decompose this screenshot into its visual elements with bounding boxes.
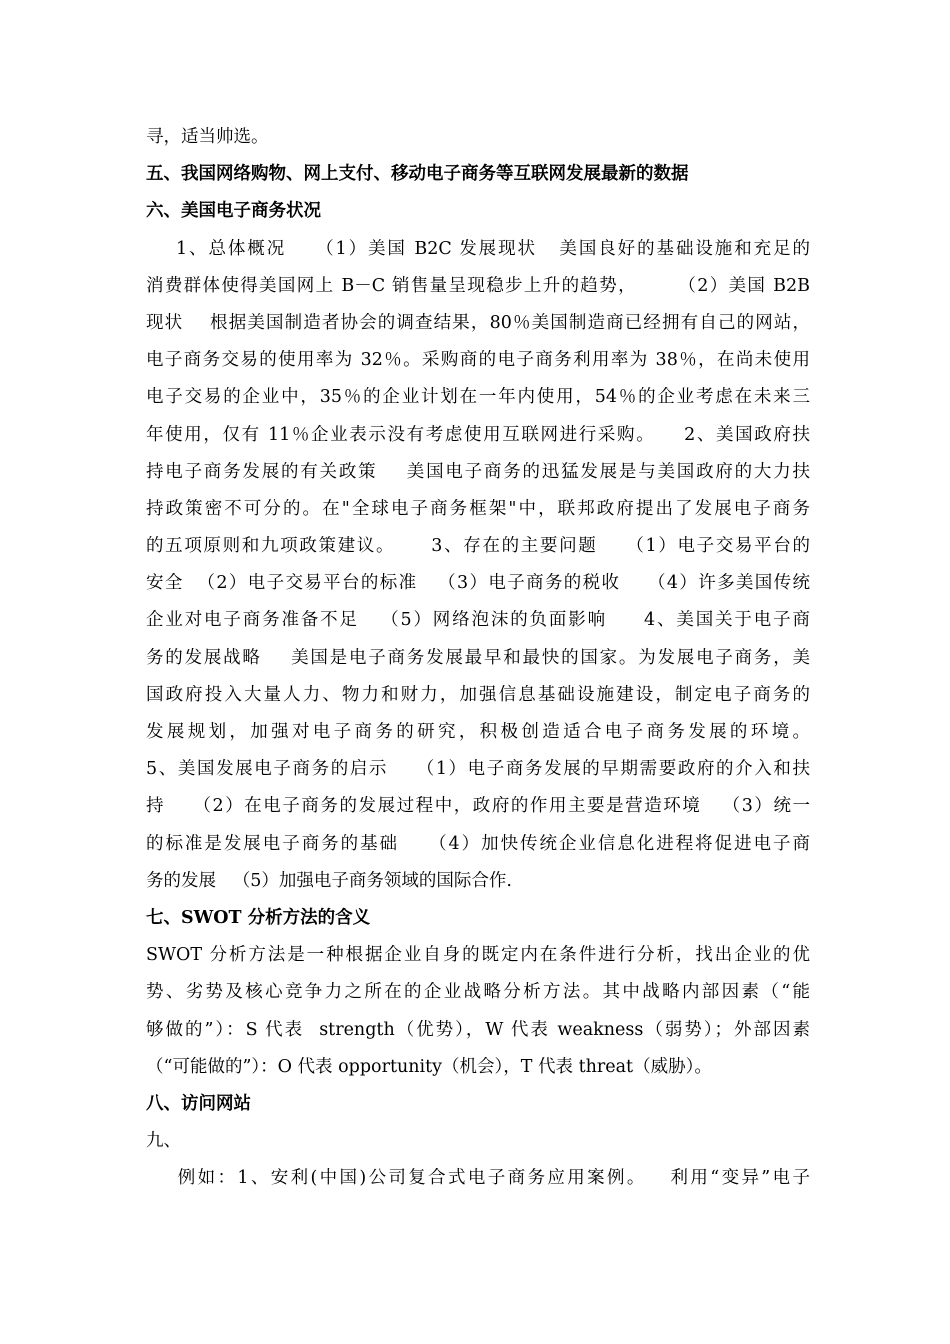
text-line-1: 寻，适当帅选。 (146, 127, 269, 147)
text-line-17: 发展规划，加强对电子商务的研究，积极创造适合电子商务发展的环境。 (146, 722, 810, 742)
text-line-9: 年使用，仅有 11％企业表示没有考虑使用互联网进行采购。 2、美国政府扶 (146, 424, 810, 445)
text-line-21: 务的发展 （5）加强电子商务领域的国际合作. (146, 870, 512, 891)
text-line-26: （“可能做的”）：O 代表 opportunity（机会），T 代表 threat（威胁）。 (146, 1056, 712, 1077)
text-line-4: 1、总体概况 （1）美国 B2C 发展现状 美国良好的基础设施和充足的 (146, 238, 810, 259)
text-line-16: 国政府投入大量人力、物力和财力，加强信息基础设施建设，制定电子商务的 (146, 684, 810, 705)
document-body (146, 119, 810, 1197)
text-line-8: 电子交易的企业中，35％的企业计划在一年内使用，54％的企业考虑在未来三 (146, 387, 810, 408)
section-heading-8: 八、访问网站 (146, 1093, 251, 1114)
text-line-23: SWOT 分析方法是一种根据企业自身的既定内在条件进行分析，找出企业的优 (146, 945, 810, 966)
text-line-10: 持电子商务发展的有关政策 美国电子商务的迅猛发展是与美国政府的大力扶 (146, 461, 810, 482)
text-line-29: 例如：1、安利(中国)公司复合式电子商务应用案例。 利用“变异”电子 (146, 1168, 810, 1189)
text-line-7: 电子商务交易的使用率为 32％。采购商的电子商务利用率为 38％，在尚未使用 (146, 350, 810, 371)
text-line-24: 势、劣势及核心竞争力之所在的企业战略分析方法。其中战略内部因素（“能 (146, 982, 810, 1003)
text-line-18: 5、美国发展电子商务的启示 （1）电子商务发展的早期需要政府的介入和扶 (146, 759, 810, 780)
text-line-6: 现状 根据美国制造者协会的调查结果，80％美国制造商已经拥有自己的网站， (146, 312, 810, 333)
text-line-11: 持政策密不可分的。在"全球电子商务框架"中，联邦政府提出了发展电子商务 (146, 498, 810, 519)
section-heading-7: 七、SWOT 分析方法的含义 (146, 907, 371, 928)
text-line-19: 持 （2）在电子商务的发展过程中，政府的作用主要是营造环境 （3）统一 (146, 796, 810, 817)
text-line-13: 安全 （2）电子交易平台的标准 （3）电子商务的税收 （4）许多美国传统 (146, 573, 810, 594)
text-line-14: 企业对电子商务准备不足 （5）网络泡沫的负面影响 4、美国关于电子商 (146, 610, 810, 631)
text-line-20: 的标准是发展电子商务的基础 （4）加快传统企业信息化进程将促进电子商 (146, 833, 810, 854)
section-heading-5: 五、我国网络购物、网上支付、移动电子商务等互联网发展最新的数据 (146, 164, 689, 185)
section-heading-6: 六、美国电子商务状况 (146, 201, 321, 222)
section-heading-9: 九、 (146, 1131, 181, 1152)
text-line-12: 的五项原则和九项政策建议。 3、存在的主要问题 （1）电子交易平台的 (146, 536, 810, 557)
text-line-25: 够做的”）：S 代表 strength（优势），W 代表 weakness（弱势）；外部因素 (146, 1019, 810, 1040)
text-line-5: 消费群体使得美国网上 B－C 销售量呈现稳步上升的趋势， （2）美国 B2B (146, 275, 810, 296)
text-line-15: 务的发展战略 美国是电子商务发展最早和最快的国家。为发展电子商务，美 (146, 647, 810, 668)
